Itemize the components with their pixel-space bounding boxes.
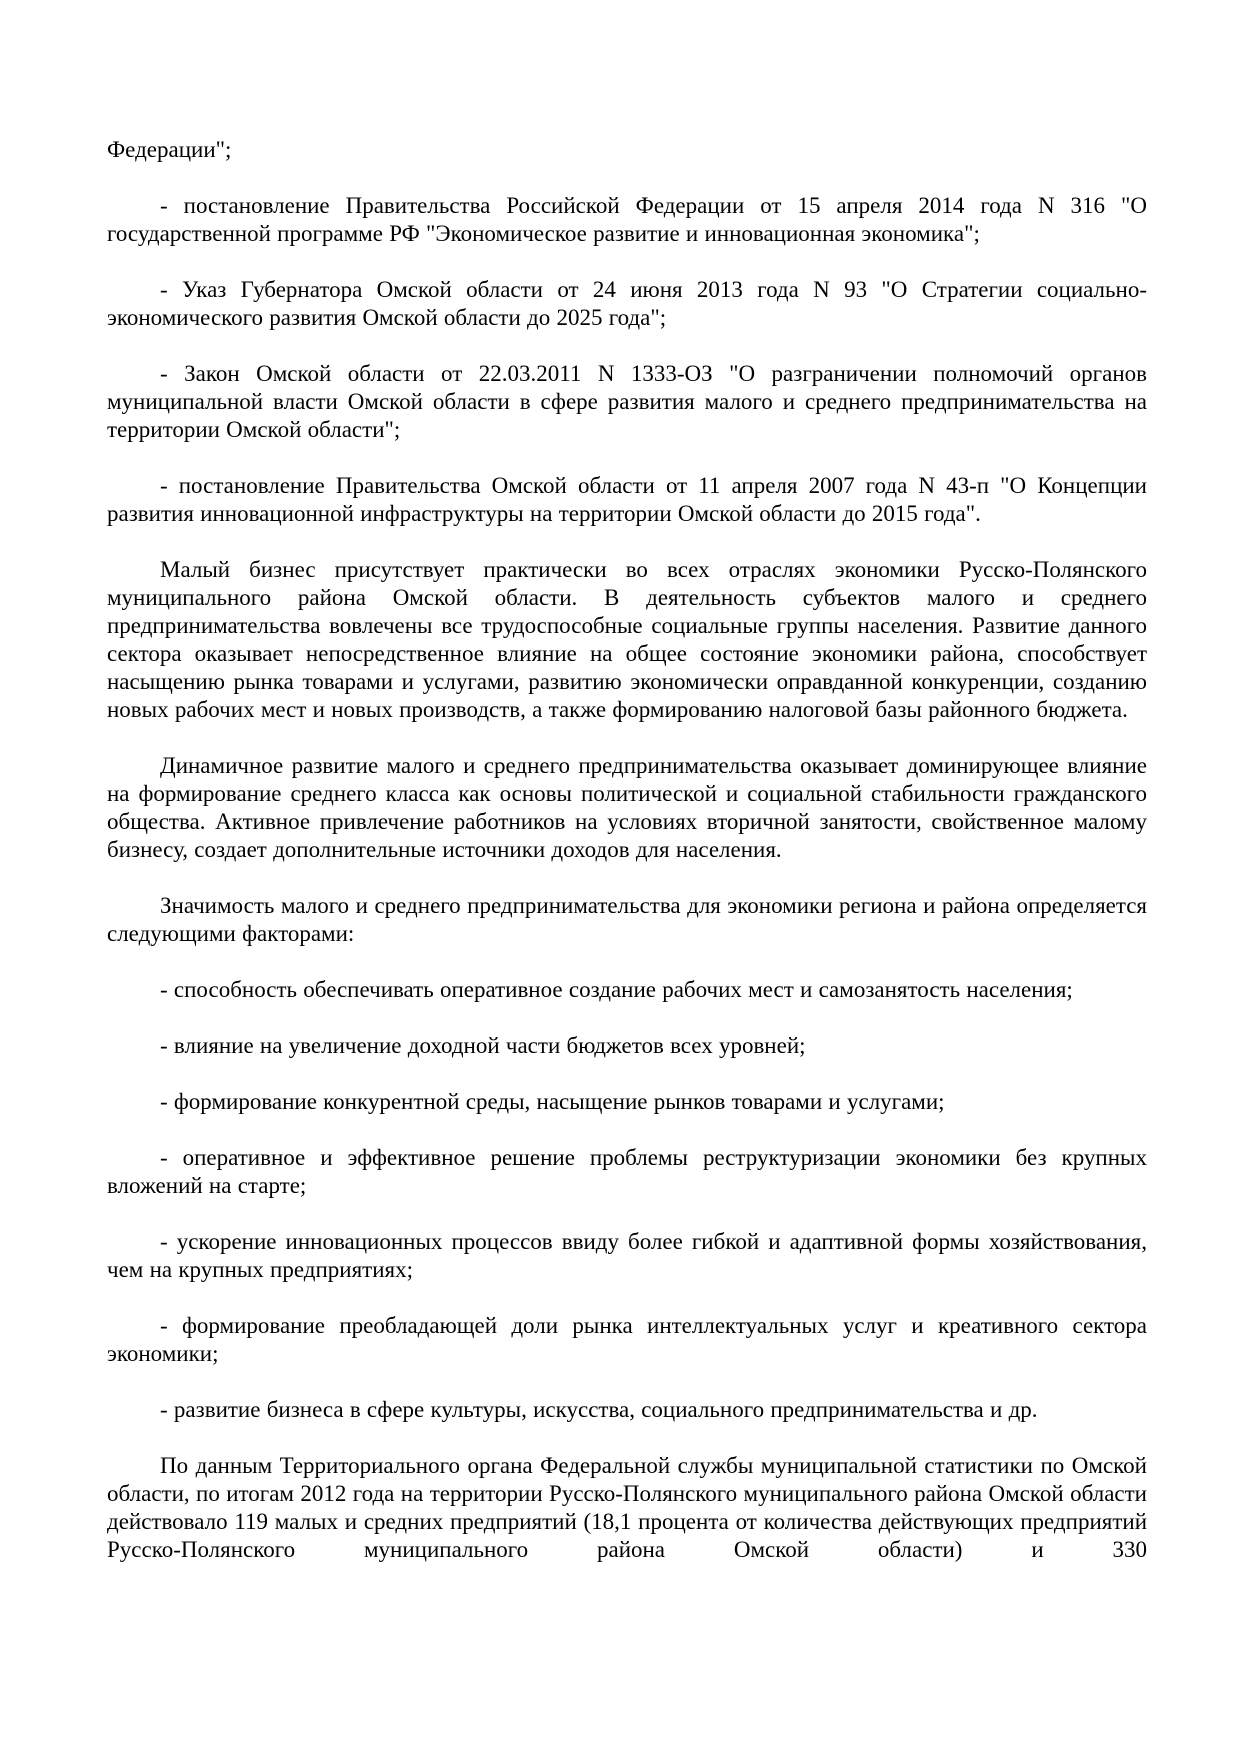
paragraph: - оперативное и эффективное решение проблемы реструктуризации экономики без крупных вложений на старте; xyxy=(107,1145,1147,1198)
paragraph: Малый бизнес присутствует практически во всех отраслях экономики Русско-Полянского муниципального района Омской области. В деятельность субъектов малого и среднего предпринимательства вовлечены все трудоспособные социальные группы населения. Развитие данного сектора оказывает непосредственное влияние на общее состояние экономики района, способствует насыщению рынка товарами и услугами, развитию экономически оправданной конкуренции, созданию новых рабочих мест и новых производств, а также формированию налоговой базы районного бюджета. xyxy=(107,557,1147,722)
paragraph: Значимость малого и среднего предпринимательства для экономики региона и района определяется следующими факторами: xyxy=(107,893,1147,946)
paragraph: - постановление Правительства Российской Федерации от 15 апреля 2014 года N 316 "О государственной программе РФ "Экономическое развитие и инновационная экономика"; xyxy=(107,193,1147,246)
paragraph: По данным Территориального органа Федеральной службы муниципальной статистики по Омской области, по итогам 2012 года на территории Русско-Полянского муниципального района Омской области действовало 119 малых и средних предприятий (18,1 процента от количества действующих предприятий Русско-Полянского муниципального района Омской области) и 330 xyxy=(107,1453,1147,1562)
paragraph: - постановление Правительства Омской области от 11 апреля 2007 года N 43-п "О Концепции развития инновационной инфраструктуры на территории Омской области до 2015 года". xyxy=(107,473,1147,526)
paragraph: - ускорение инновационных процессов ввиду более гибкой и адаптивной формы хозяйствования, чем на крупных предприятиях; xyxy=(107,1229,1147,1282)
paragraph: - формирование конкурентной среды, насыщение рынков товарами и услугами; xyxy=(160,1089,945,1114)
paragraph: - Указ Губернатора Омской области от 24 июня 2013 года N 93 "О Стратегии социально-экономического развития Омской области до 2025 года"; xyxy=(107,277,1147,330)
paragraph: - формирование преобладающей доли рынка интеллектуальных услуг и креативного сектора экономики; xyxy=(107,1313,1147,1366)
paragraph: - Закон Омской области от 22.03.2011 N 1333-ОЗ "О разграничении полномочий органов муниципальной власти Омской области в сфере развития малого и среднего предпринимательства на территории Омской области"; xyxy=(107,361,1147,442)
document-body xyxy=(107,136,1147,1564)
paragraph: - развитие бизнеса в сфере культуры, искусства, социального предпринимательства и др. xyxy=(160,1397,1038,1422)
paragraph: - способность обеспечивать оперативное создание рабочих мест и самозанятость населения; xyxy=(160,977,1073,1002)
paragraph: - влияние на увеличение доходной части бюджетов всех уровней; xyxy=(160,1033,806,1058)
paragraph: Федерации"; xyxy=(107,137,232,162)
paragraph: Динамичное развитие малого и среднего предпринимательства оказывает доминирующее влияние на формирование среднего класса как основы политической и социальной стабильности гражданского общества. Активное привлечение работников на условиях вторичной занятости, свойственное малому бизнесу, создает дополнительные источники доходов для населения. xyxy=(107,753,1147,862)
